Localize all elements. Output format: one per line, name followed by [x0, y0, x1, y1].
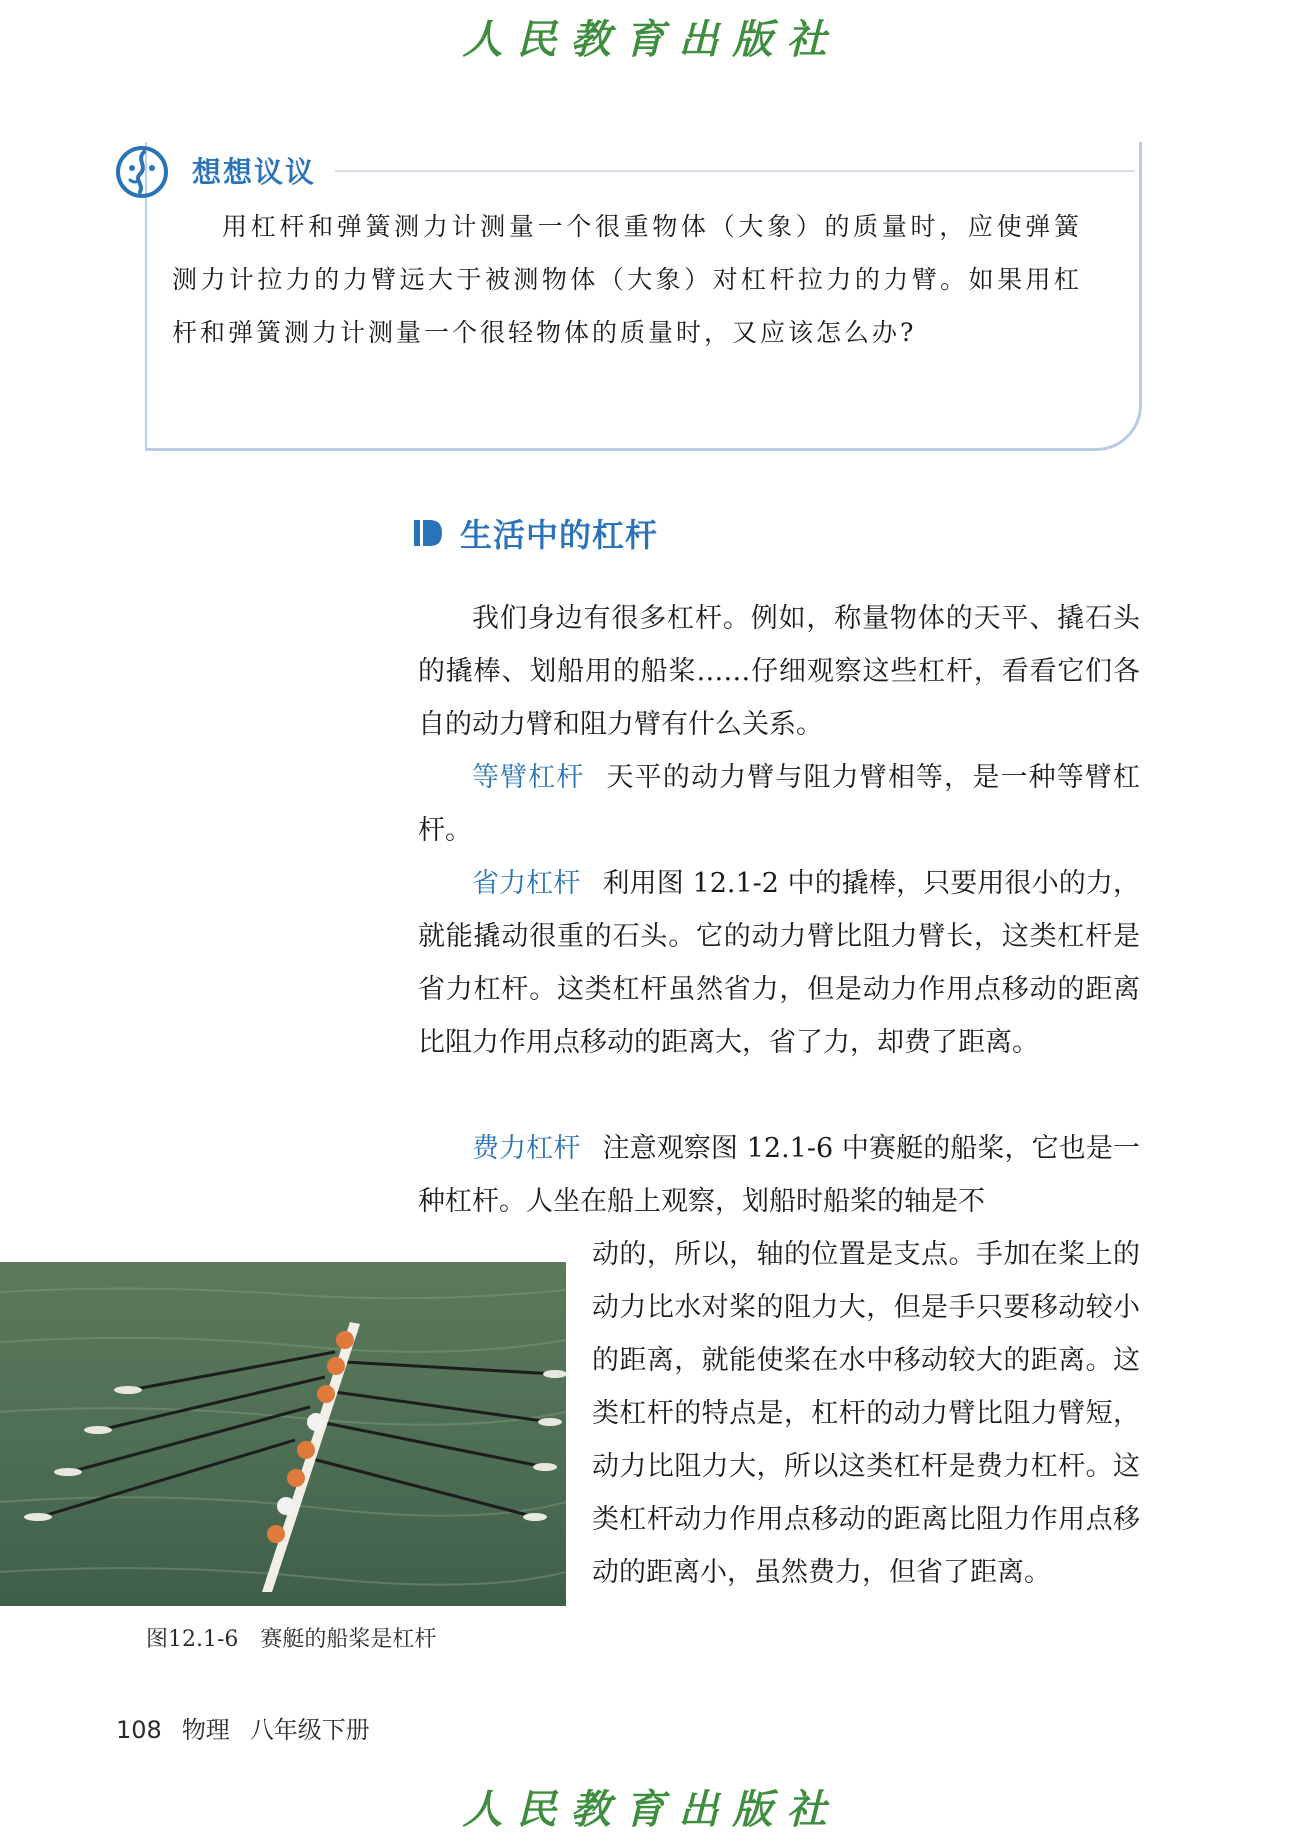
keyword-force-costing-lever: 费力杠杆	[472, 1133, 581, 1164]
paragraph-force-saving	[418, 857, 1140, 1069]
page-footer	[116, 1710, 390, 1745]
keyword-force-saving-lever: 省力杠杆	[472, 868, 581, 899]
section-title: 生活中的杠杆	[460, 516, 659, 554]
paragraph-intro: 我们身边有很多杠杆。例如，称量物体的天平、撬石头的撬棒、划船用的船桨……仔细观察这些杠杆，看看它们各自的动力臂和阻力臂有什么关系。	[418, 603, 1140, 740]
section-marker-icon	[414, 518, 444, 548]
paragraph-force-costing	[418, 1122, 1140, 1228]
publisher-header: 人民教育出版社	[462, 16, 841, 63]
figure-caption	[146, 1622, 436, 1653]
publisher-footer: 人民教育出版社	[462, 1786, 841, 1833]
force-costing-text: 注意观察图 12.1-6 中赛艇的船桨，它也是一种杠杆。人坐在船上观察，划船时船桨的轴是不	[418, 1133, 1140, 1217]
page-number: 108	[116, 1716, 162, 1744]
footer-grade: 八年级下册	[249, 1716, 370, 1744]
rowing-boat-photo	[0, 1262, 566, 1606]
think-box-top-rule	[335, 170, 1135, 172]
think-box-title: 想想议议	[192, 155, 317, 189]
thinking-face-icon	[114, 144, 170, 200]
footer-subject: 物理	[181, 1716, 230, 1744]
paragraph-force-costing-continued: 动的，所以，轴的位置是支点。手加在桨上的动力比水对桨的阻力大，但是手只要移动较小的距离，就能使桨在水中移动较大的距离。这类杠杆的特点是，杠杆的动力臂比阻力臂短，动力比阻力大，所以这类杠杆是费力杠杆。这类杠杆动力作用点移动的距离比阻力作用点移动的距离小，虽然费力，但省了距离。	[592, 1239, 1140, 1588]
think-box-text	[172, 200, 1082, 359]
paragraph-equal-arm	[418, 751, 1140, 857]
equal-arm-text: 天平的动力臂与阻力臂相等，是一种等臂杠杆。	[418, 762, 1141, 846]
keyword-equal-arm-lever: 等臂杠杆	[472, 762, 585, 793]
think-box-paragraph: 用杠杆和弹簧测力计测量一个很重物体（大象）的质量时，应使弹簧测力计拉力的力臂远大于被测物体（大象）对杠杆拉力的力臂。如果用杠杆和弹簧测力计测量一个很轻物体的质量时，又应该怎么办?	[172, 212, 1082, 347]
force-saving-text: 利用图 12.1-2 中的撬棒，只要用很小的力，就能撬动很重的石头。它的动力臂比阻力臂长，这类杠杆是省力杠杆。这类杠杆虽然省力，但是动力作用点移动的距离比阻力作用点移动的距离大，省了力，却费了距离。	[418, 868, 1140, 1058]
figure-caption-text: 赛艇的船桨是杠杆	[260, 1627, 437, 1652]
figure-number: 图12.1-6	[146, 1627, 239, 1652]
